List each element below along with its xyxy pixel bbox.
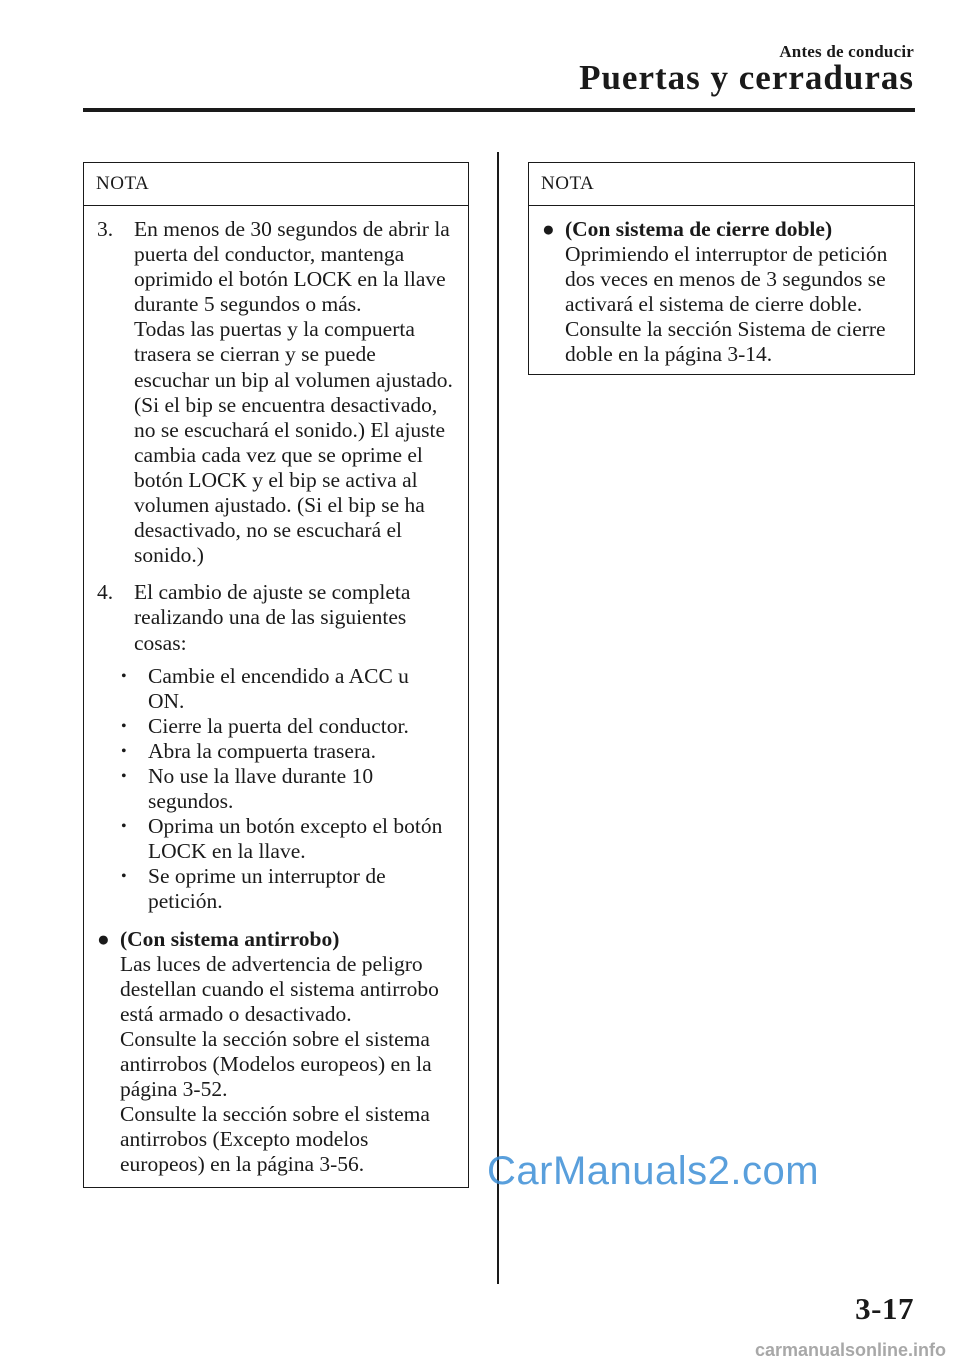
text-line: No use la llave durante 10 <box>148 763 374 788</box>
text-line: LOCK en la llave. <box>148 839 306 864</box>
text-line: antirrobos (Excepto modelos <box>120 1127 369 1152</box>
sub-list-item <box>121 764 460 814</box>
text-line: segundos. <box>148 789 234 814</box>
text-line: volumen ajustado. (Si el bip se ha <box>134 493 425 518</box>
sub-list-item <box>121 739 460 764</box>
text-line: activará el sistema de cierre doble. <box>565 292 863 317</box>
text-line: Se oprime un interruptor de <box>148 864 386 889</box>
bullet-icon: • <box>121 667 127 685</box>
text-line: Las luces de advertencia de peligro <box>120 951 423 976</box>
text-line: ON. <box>148 688 185 713</box>
bullet-icon: • <box>121 767 127 785</box>
numbered-item-4 <box>97 580 460 914</box>
text-line: Consulte la sección Sistema de cierre <box>565 317 886 342</box>
sub-list-item <box>121 714 460 739</box>
text-line: Cambie el encendido a ACC u <box>148 663 409 688</box>
text-line: no se escuchará el sonido.) El ajuste <box>134 417 446 442</box>
text-line: Oprima un botón excepto el botón <box>148 814 443 839</box>
text-line: Consulte la sección sobre el sistema <box>120 1026 430 1051</box>
bullet-title: (Con sistema antirrobo) <box>120 926 340 951</box>
left-note-box <box>83 162 469 1188</box>
page-title: Puertas y cerraduras <box>579 58 914 97</box>
text-line: realizando una de las siguientes <box>134 605 407 630</box>
note-body <box>529 206 914 368</box>
watermark-logo: CarManuals2.com <box>487 1149 820 1193</box>
bullet-title: (Con sistema de cierre doble) <box>565 217 833 241</box>
bullet-icon: • <box>121 868 127 886</box>
page-number: 3-17 <box>855 1291 914 1326</box>
section-label: Antes de conducir <box>779 42 914 61</box>
header-rule <box>83 108 915 112</box>
sub-list <box>121 664 460 915</box>
text-line: durante 5 segundos o más. <box>134 292 362 317</box>
column-divider <box>497 152 499 1284</box>
sub-list-item <box>121 814 460 864</box>
text-line: destellan cuando el sistema antirrobo <box>120 976 439 1001</box>
bullet-item-antirrobo <box>97 927 460 1178</box>
text-line: antirrobos (Modelos europeos) en la <box>120 1052 432 1076</box>
text-line: botón LOCK y el bip se activa al <box>134 467 418 492</box>
text-line: En menos de 30 segundos de abrir la <box>134 217 450 241</box>
site-footer: carmanualsonline.info <box>754 1340 946 1360</box>
text-line: escuchar un bip al volumen ajustado. <box>134 367 453 392</box>
note-body <box>84 206 468 1177</box>
bullet-icon: • <box>121 717 127 735</box>
note-label: NOTA <box>529 163 914 206</box>
bullet-icon: ● <box>542 217 555 241</box>
text-line: El cambio de ajuste se completa <box>134 580 411 605</box>
sub-list-item <box>121 864 460 914</box>
text-line: europeos) en la página 3-56. <box>120 1152 365 1177</box>
right-note-box <box>528 162 915 375</box>
text-line: doble en la página 3-14. <box>565 342 773 367</box>
bullet-icon: • <box>121 818 127 836</box>
bullet-item-cierre-doble <box>542 217 908 368</box>
text-line: desactivado, no se escuchará el <box>134 518 403 543</box>
numbered-item-3 <box>97 217 460 568</box>
text-line: Oprimiendo el interruptor de petición <box>565 242 888 267</box>
item-text <box>134 217 460 568</box>
text-line: dos veces en menos de 3 segundos se <box>565 267 886 292</box>
text-line: Consulte la sección sobre el sistema <box>120 1102 430 1127</box>
text-line: Abra la compuerta trasera. <box>148 738 377 763</box>
item-number: 4. <box>97 580 114 605</box>
note-label: NOTA <box>84 163 468 206</box>
text-line: (Si el bip se encuentra desactivado, <box>134 392 438 417</box>
item-text <box>134 580 460 655</box>
text-line: trasera se cierran y se puede <box>134 342 376 367</box>
text-line: cambia cada vez que se oprime el <box>134 442 423 467</box>
text-line: sonido.) <box>134 543 204 568</box>
sub-list-item <box>121 664 460 714</box>
text-line: puerta del conductor, mantenga <box>134 242 405 267</box>
bullet-icon: ● <box>97 926 110 951</box>
text-line: está armado o desactivado. <box>120 1001 352 1026</box>
text-line: Cierre la puerta del conductor. <box>148 713 409 738</box>
text-line: página 3-52. <box>120 1077 228 1102</box>
bullet-icon: • <box>121 742 127 760</box>
item-number: 3. <box>97 217 114 241</box>
text-line: petición. <box>148 889 223 914</box>
text-line: oprimido el botón LOCK en la llave <box>134 267 446 292</box>
text-line: Todas las puertas y la compuerta <box>134 317 415 342</box>
text-line: cosas: <box>134 630 187 655</box>
